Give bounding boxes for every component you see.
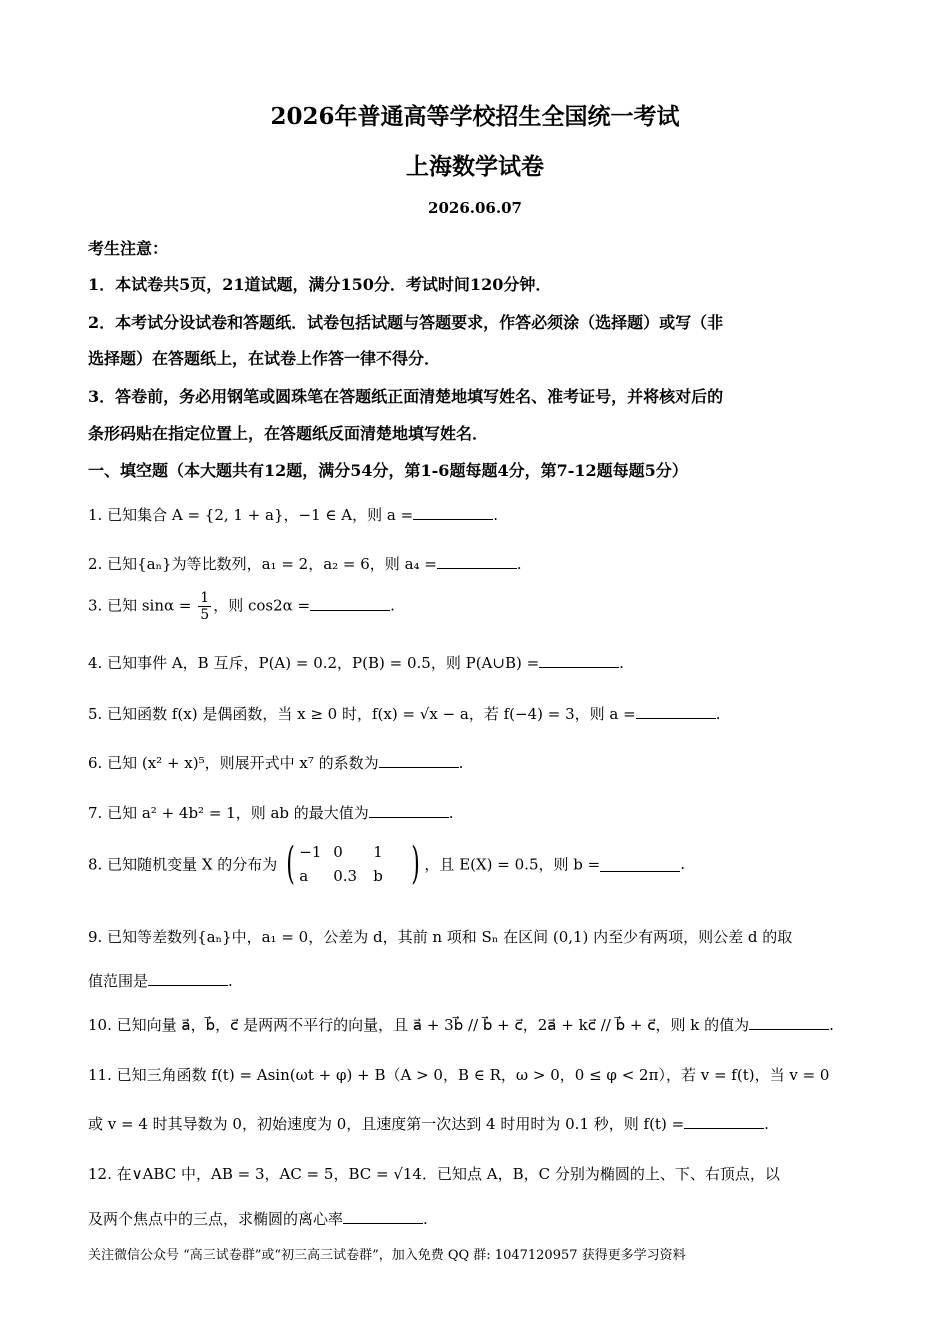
notice-item-3a: 3．答卷前，务必用钢笔或圆珠笔在答题纸正面清楚地填写姓名、准考证号，并将核对后的: [88, 387, 724, 406]
exam-subtitle: 上海数学试卷: [406, 153, 544, 180]
matrix-cell: −1: [299, 843, 322, 861]
right-paren: ): [411, 838, 421, 889]
answer-blank: [684, 1114, 764, 1129]
question-5-text: 5. 已知函数 f(x) 是偶函数，当 x ≥ 0 时，f(x) = √x − a，若 f(−4) = 3，则 a =: [88, 705, 636, 723]
question-8-text-b: ，且 E(X) = 0.5，则 b =: [424, 855, 601, 874]
question-10-text: 10. 已知向量 a⃗，b⃗，c⃗ 是两两不平行的向量，且 a⃗ + 3b⃗ // b⃗ + c⃗，2a⃗ + kc⃗ // b⃗ + c⃗，则 k 的值为: [88, 1016, 750, 1034]
matrix-cell: b: [373, 867, 383, 885]
question-3-text-a: 3. 已知 sinα =: [88, 596, 192, 615]
question-7-text: 7. 已知 a² + 4b² = 1，则 ab 的最大值为: [88, 804, 369, 822]
left-paren: (: [286, 838, 295, 889]
answer-blank: [636, 704, 716, 719]
matrix-cell: a: [299, 867, 309, 885]
question-2: 2. 已知{aₙ}为等比数列，a₁ = 2，a₂ = 6，则 a₄ = .: [88, 555, 522, 573]
question-11a: 11. 已知三角函数 f(t) = Asin(ωt + φ) + B（A > 0，B ∈ R，ω > 0，0 ≤ φ < 2π），若 v = f(t)，当 v = 0: [88, 1066, 830, 1084]
question-6-text: 6. 已知 (x² + x)⁵，则展开式中 x⁷ 的系数为: [88, 754, 379, 772]
question-8-text-a: 8. 已知随机变量 X 的分布为: [88, 855, 278, 874]
answer-blank: [600, 857, 680, 872]
question-6: 6. 已知 (x² + x)⁵，则展开式中 x⁷ 的系数为 .: [88, 754, 464, 772]
question-1-text: 1. 已知集合 A = {2, 1 + a}，−1 ∈ A，则 a =: [88, 506, 414, 524]
question-2-text: 2. 已知{aₙ}为等比数列，a₁ = 2，a₂ = 6，则 a₄ =: [88, 555, 437, 573]
question-11b: 或 v = 4 时其导数为 0，初始速度为 0，且速度第一次达到 4 时用时为 0.1 秒，则 f(t) = .: [88, 1115, 769, 1133]
fraction-denominator: 5: [200, 607, 210, 623]
question-11-text-b: 或 v = 4 时其导数为 0，初始速度为 0，且速度第一次达到 4 时用时为 0.1 秒，则 f(t) =: [88, 1115, 685, 1133]
answer-blank: [343, 1209, 423, 1224]
question-5: 5. 已知函数 f(x) 是偶函数，当 x ≥ 0 时，f(x) = √x − a，若 f(−4) = 3，则 a = .: [88, 705, 721, 723]
notice-item-2b: 选择题）在答题纸上，在试卷上作答一律不得分．: [88, 349, 441, 368]
question-9b: 值范围是 .: [88, 972, 233, 990]
matrix-cell: 0.3: [333, 867, 358, 885]
notice-item-2a: 2．本考试分设试卷和答题纸．试卷包括试题与答题要求，作答必须涂（选择题）或写（非: [88, 313, 724, 332]
question-9a: 9. 已知等差数列{aₙ}中，a₁ = 0，公差为 d，其前 n 项和 Sₙ 在区间 (0,1) 内至少有两项，则公差 d 的取: [88, 928, 793, 946]
answer-blank: [379, 753, 459, 768]
matrix-cell: 1: [373, 843, 383, 861]
answer-blank: [539, 653, 619, 668]
question-4: 4. 已知事件 A，B 互斥，P(A) = 0.2，P(B) = 0.5，则 P(A∪B) = .: [88, 654, 624, 672]
question-10: 10. 已知向量 a⃗，b⃗，c⃗ 是两两不平行的向量，且 a⃗ + 3b⃗ // b⃗ + c⃗，2a⃗ + kc⃗ // b⃗ + c⃗，则 k 的值为 .: [88, 1016, 834, 1034]
question-1: 1. 已知集合 A = {2, 1 + a}，−1 ∈ A，则 a = .: [88, 506, 498, 524]
notice-heading: 考生注意：: [88, 239, 169, 258]
answer-blank: [148, 971, 228, 986]
question-9-text-b: 值范围是: [88, 972, 149, 990]
matrix-cell: 0: [333, 843, 343, 861]
answer-blank: [749, 1015, 829, 1030]
exam-title: 2026年普通高等学校招生全国统一考试: [270, 103, 680, 130]
exam-date: 2026.06.07: [428, 199, 522, 217]
question-12a: 12. 在∨ABC 中，AB = 3，AC = 5，BC = √14．已知点 A，B，C 分别为椭圆的上、下、右顶点，以: [88, 1165, 780, 1183]
question-12b: 及两个焦点中的三点，求椭圆的离心率 .: [88, 1210, 428, 1228]
question-7: 7. 已知 a² + 4b² = 1，则 ab 的最大值为 .: [88, 804, 454, 822]
question-4-text: 4. 已知事件 A，B 互斥，P(A) = 0.2，P(B) = 0.5，则 P(A∪B) =: [88, 654, 540, 672]
answer-blank: [413, 505, 493, 520]
fraction: [198, 590, 211, 623]
footer-note: 关注微信公众号 “高三试卷群”或“初三高三试卷群”，加入免费 QQ 群: 1047120957 获得更多学习资料: [88, 1248, 686, 1263]
fraction-numerator: 1: [200, 590, 210, 606]
question-8: 8. 已知随机变量 X 的分布为 ( −1 0 1 a 0.3 b ) ，且 E(X) = 0.5，则 b = .: [88, 838, 685, 889]
notice-item-3b: 条形码贴在指定位置上，在答题纸反面清楚地填写姓名．: [88, 424, 489, 443]
question-12-text-b: 及两个焦点中的三点，求椭圆的离心率: [88, 1210, 344, 1228]
notice-item-1: 1．本试卷共5页，21道试题，满分150分．考试时间120分钟．: [88, 275, 552, 294]
question-3: 3. 已知 sinα = $\frac{1}{5}$ ，则 cos2α = .: [88, 590, 395, 623]
distribution-matrix: [299, 843, 407, 885]
section-heading: 一、填空题（本大题共有12题，满分54分，第1-6题每题4分，第7-12题每题5分）: [88, 461, 688, 480]
question-3-text-b: ，则 cos2α =: [213, 596, 311, 615]
answer-blank: [310, 596, 390, 611]
answer-blank: [437, 554, 517, 569]
answer-blank: [369, 803, 449, 818]
